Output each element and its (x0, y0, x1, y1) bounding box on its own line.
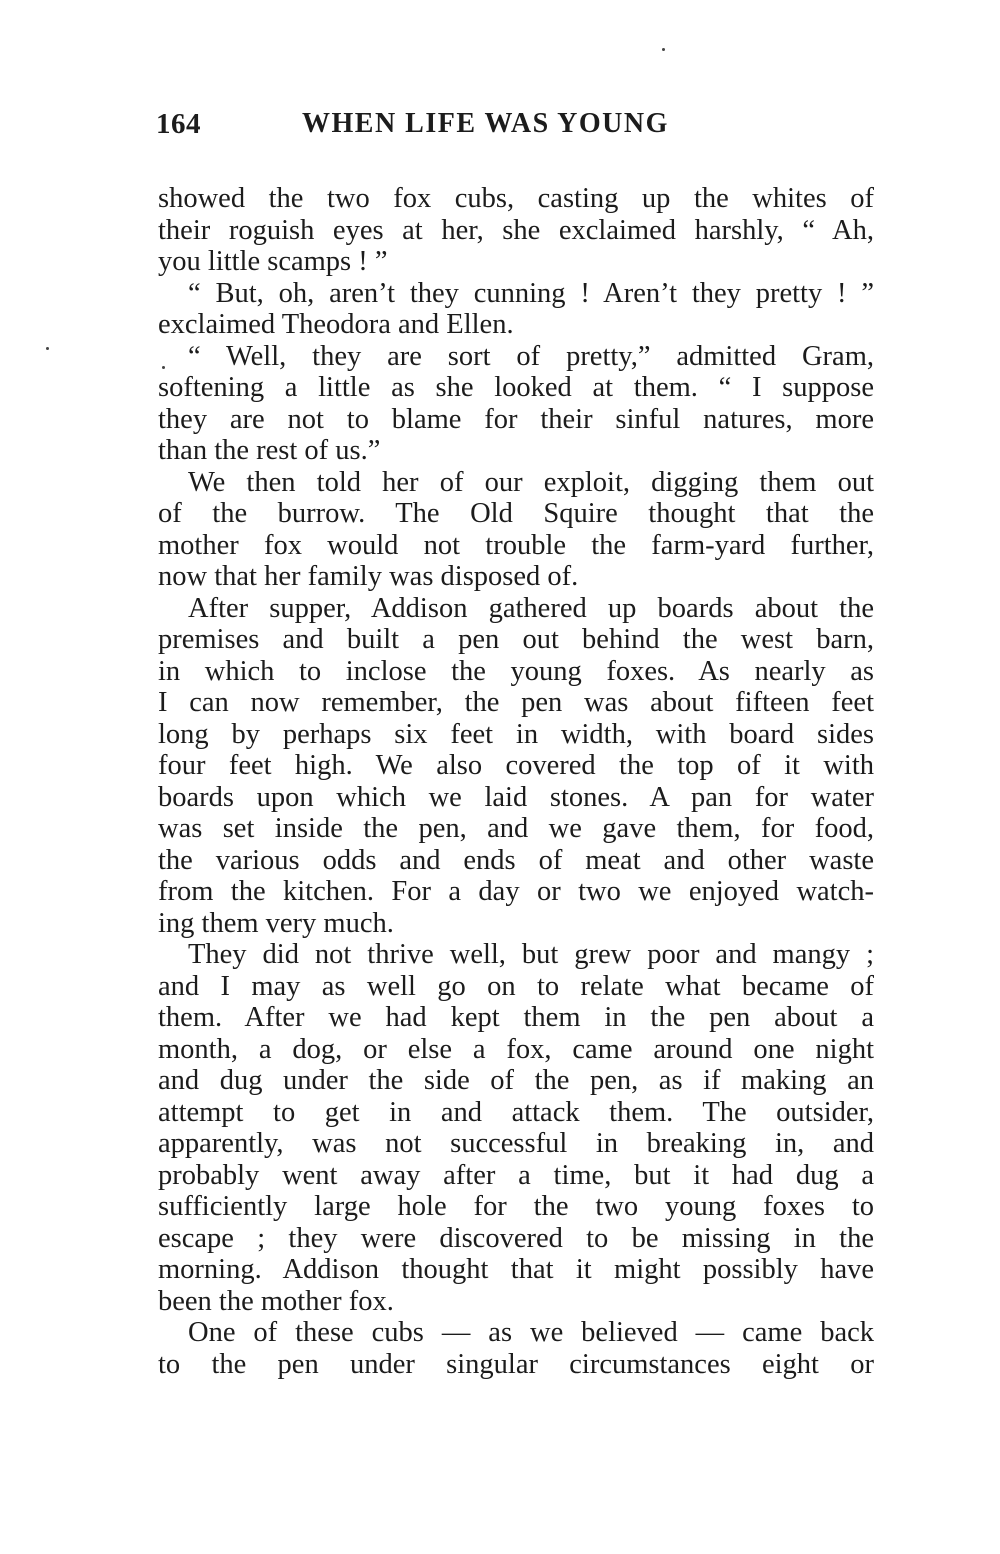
text-line: showed the two fox cubs, casting up the whites of (158, 183, 874, 214)
text-line: premises and built a pen out behind the west barn, (158, 624, 874, 655)
text-line: apparently, was not successful in breaking in, and (158, 1128, 874, 1159)
text-line: After supper, Addison gathered up boards about the (188, 592, 874, 624)
text-line: four feet high. We also covered the top of it with (158, 750, 874, 781)
text-line: of the burrow. The Old Squire thought that the (158, 498, 874, 529)
page-number: 164 (156, 108, 201, 140)
text-line: was set inside the pen, and we gave them, for food, (158, 813, 874, 844)
text-line: now that her family was disposed of. (158, 561, 579, 592)
text-line: probably went away after a time, but it had dug a (158, 1159, 874, 1191)
text-line: They did not thrive well, but grew poor and mangy ; (188, 939, 874, 970)
running-head (156, 108, 876, 152)
text-line: I can now remember, the pen was about fifteen feet (158, 687, 874, 718)
text-line: month, a dog, or else a fox, came around one night (158, 1033, 874, 1065)
text-line: ing them very much. (158, 907, 394, 939)
text-line: attempt to get in and attack them. The outsider, (158, 1096, 874, 1128)
text-line: escape ; they were discovered to be missing in the (158, 1222, 874, 1254)
text-line: they are not to blame for their sinful natures, more (158, 403, 874, 435)
text-line: and dug under the side of the pen, as if making an (158, 1065, 874, 1096)
text-line: to the pen under singular circumstances eight or (158, 1348, 874, 1380)
text-line: the various odds and ends of meat and other waste (158, 844, 874, 876)
scan-speck (162, 366, 165, 369)
text-line: morning. Addison thought that it might possibly have (158, 1254, 874, 1285)
scan-speck (662, 48, 665, 51)
text-line: One of these cubs — as we believed — came back (188, 1317, 874, 1348)
text-line: softening a little as she looked at them. “ I suppose (158, 372, 874, 403)
text-line: in which to inclose the young foxes. As nearly as (158, 655, 874, 687)
text-line: been the mother fox. (158, 1285, 394, 1317)
text-line: mother fox would not trouble the farm-yard further, (158, 529, 874, 561)
text-line: “ But, oh, aren’t they cunning ! Aren’t they pretty ! ” (188, 277, 874, 309)
text-line: long by perhaps six feet in width, with board sides (158, 718, 874, 750)
book-title: WHEN LIFE WAS YOUNG (302, 108, 669, 139)
text-line: you little scamps ! ” (158, 246, 388, 277)
text-line: exclaimed Theodora and Ellen. (158, 309, 514, 340)
text-line: and I may as well go on to relate what became of (158, 970, 874, 1002)
text-line: than the rest of us.” (158, 435, 381, 466)
text-line: them. After we had kept them in the pen about a (158, 1002, 874, 1033)
text-line: from the kitchen. For a day or two we enjoyed watch- (158, 876, 874, 907)
scan-speck (46, 347, 49, 350)
text-line: their roguish eyes at her, she exclaimed harshly, “ Ah, (158, 214, 874, 246)
text-line: sufficiently large hole for the two young foxes to (158, 1191, 874, 1222)
body-text (158, 183, 874, 1380)
text-line: boards upon which we laid stones. A pan for water (158, 781, 874, 813)
text-line: “ Well, they are sort of pretty,” admitted Gram, (188, 340, 874, 372)
text-line: We then told her of our exploit, digging them out (188, 466, 874, 498)
